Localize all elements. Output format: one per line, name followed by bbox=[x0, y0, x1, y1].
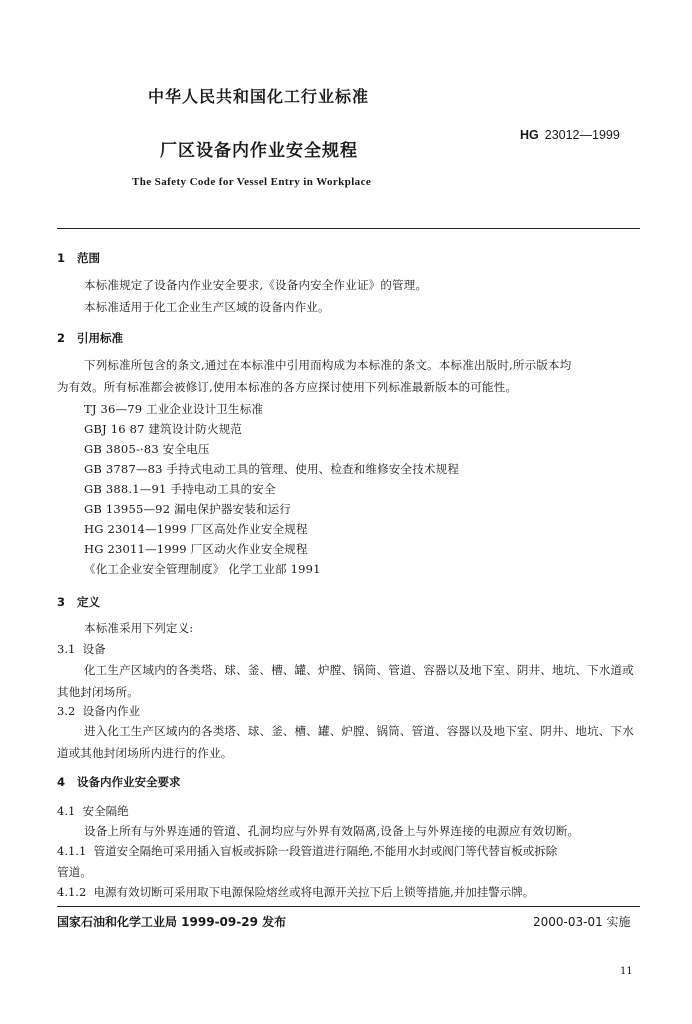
page-number: 11 bbox=[620, 966, 633, 977]
standard-code bbox=[520, 128, 620, 142]
paragraph: 其他封闭场所。 bbox=[57, 685, 139, 699]
section-title: 范围 bbox=[77, 251, 101, 265]
document-title: 厂区设备内作业安全规程 bbox=[160, 141, 358, 161]
section-number: 1 bbox=[57, 251, 66, 265]
subsection-number: 3.1 bbox=[57, 642, 76, 656]
subsection-title: 设备 bbox=[82, 642, 106, 656]
clause-4-1-1 bbox=[57, 843, 557, 859]
paragraph: 道或其他封闭场所内进行的作业。 bbox=[57, 746, 233, 760]
section-4-heading bbox=[57, 774, 181, 790]
org-title: 中华人民共和国化工行业标准 bbox=[148, 87, 370, 106]
section-1-heading bbox=[57, 250, 100, 266]
subsection-number: 3.2 bbox=[57, 704, 76, 718]
clause-number: 4.1.1 bbox=[57, 844, 87, 858]
subsection-number: 4.1 bbox=[57, 804, 76, 818]
paragraph: 本标准适用于化工企业生产区域的设备内作业。 bbox=[84, 300, 330, 314]
clause-4-1-2 bbox=[57, 884, 534, 900]
paragraph: 进入化工生产区域内的各类塔、球、釜、槽、罐、炉膛、锅筒、管道、容器以及地下室、阴井、地坑、下水 bbox=[84, 724, 634, 738]
effective-date: 2000-03-01 实施 bbox=[533, 915, 631, 929]
paragraph: 下列标准所包含的条文,通过在本标准中引用而构成为本标准的条文。本标准出版时,所示版本均 bbox=[84, 358, 572, 372]
section-2-heading bbox=[57, 330, 123, 346]
subsection-title: 设备内作业 bbox=[82, 704, 141, 718]
paragraph: 设备上所有与外界连通的管道、孔洞均应与外界有效隔离,设备上与外界连接的电源应有效切断。 bbox=[84, 824, 580, 838]
reference-item: HG 23014—1999 厂区高处作业安全规程 bbox=[84, 522, 308, 536]
definition-3-1-heading bbox=[57, 641, 106, 657]
section-number: 4 bbox=[57, 775, 66, 789]
clause-number: 4.1.2 bbox=[57, 885, 87, 899]
section-title: 定义 bbox=[77, 595, 101, 609]
reference-item: HG 23011—1999 厂区动火作业安全规程 bbox=[84, 542, 308, 556]
clause-text: 电源有效切断可采用取下电源保险熔丝或将电源开关拉下后上锁等措施,并加挂警示牌。 bbox=[93, 885, 535, 899]
standard-code-prefix: HG bbox=[520, 128, 539, 142]
reference-item: GBJ 16 87 建筑设计防火规范 bbox=[84, 422, 243, 436]
header-divider bbox=[57, 228, 640, 229]
paragraph: 本标准采用下列定义: bbox=[84, 621, 194, 635]
paragraph: 管道。 bbox=[57, 865, 93, 879]
paragraph: 化工生产区域内的各类塔、球、釜、槽、罐、炉膛、锅筒、管道、容器以及地下室、阴井、地坑、下水道或 bbox=[84, 663, 634, 677]
issuer-line: 国家石油和化学工业局 1999-09-29 发布 bbox=[57, 915, 287, 929]
subsection-title: 安全隔绝 bbox=[82, 804, 129, 818]
section-3-heading bbox=[57, 594, 100, 610]
document-title-english: The Safety Code for Vessel Entry in Workplace bbox=[132, 176, 372, 188]
reference-item: GB 3805-·83 安全电压 bbox=[84, 442, 210, 456]
definition-3-2-heading bbox=[57, 703, 140, 719]
section-title: 设备内作业安全要求 bbox=[77, 775, 181, 789]
section-number: 3 bbox=[57, 595, 66, 609]
subsection-4-1-heading bbox=[57, 803, 129, 819]
section-number: 2 bbox=[57, 331, 66, 345]
paragraph: 为有效。所有标准都会被修订,使用本标准的各方应探讨使用下列标准最新版本的可能性。 bbox=[57, 380, 518, 394]
footer-divider bbox=[57, 906, 640, 907]
reference-item: 《化工企业安全管理制度》 化学工业部 1991 bbox=[84, 562, 321, 576]
clause-text: 管道安全隔绝可采用插入盲板或拆除一段管道进行隔绝,不能用水封或阀门等代替盲板或拆除 bbox=[93, 844, 558, 858]
section-title: 引用标准 bbox=[77, 331, 124, 345]
paragraph: 本标准规定了设备内作业安全要求,《设备内安全作业证》的管理。 bbox=[84, 278, 428, 292]
reference-item: GB 13955—92 漏电保护器安装和运行 bbox=[84, 502, 292, 516]
reference-item: GB 388.1—91 手持电动工具的安全 bbox=[84, 482, 276, 496]
standard-code-number: 23012—1999 bbox=[544, 128, 620, 142]
reference-item: GB 3787—83 手持式电动工具的管理、使用、检查和维修安全技术规程 bbox=[84, 462, 460, 476]
reference-item: TJ 36—79 工业企业设计卫生标准 bbox=[84, 402, 264, 416]
